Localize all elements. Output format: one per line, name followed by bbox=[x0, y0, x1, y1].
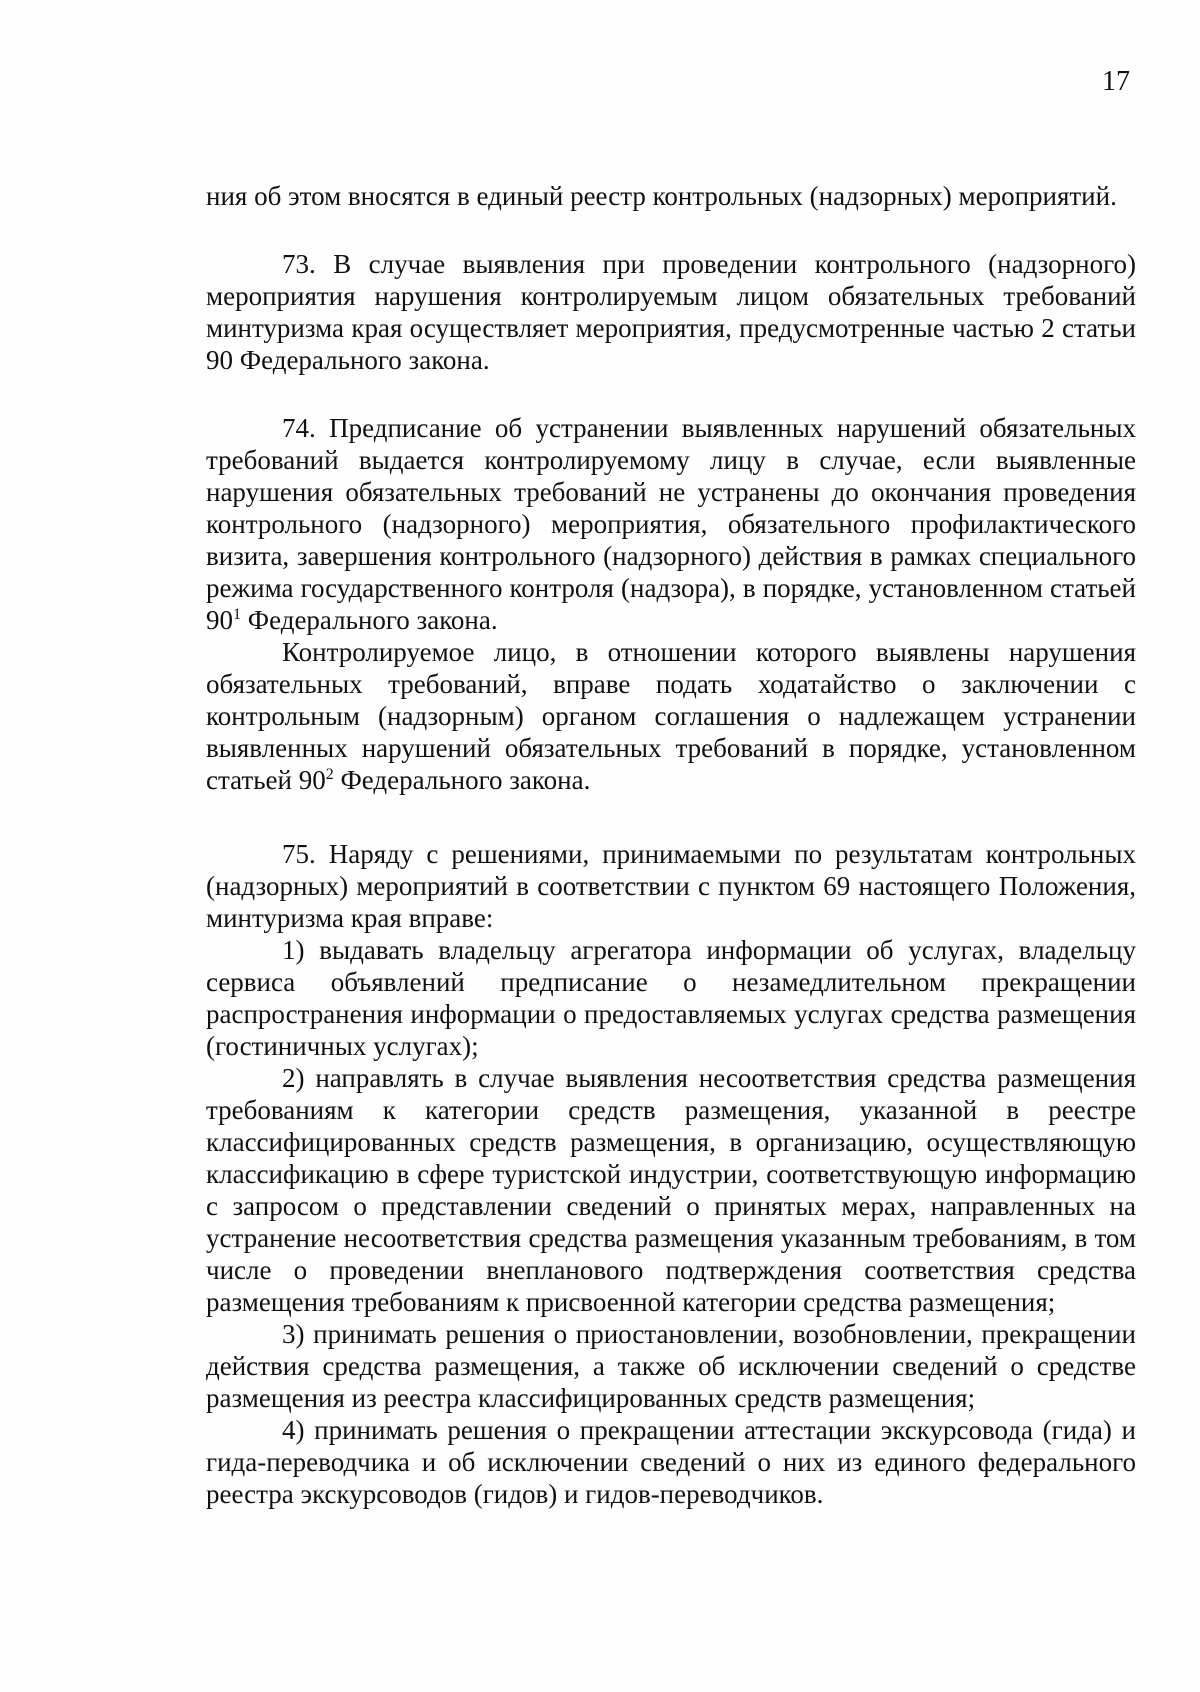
paragraph-73: 73. В случае выявления при проведении контрольного (надзорного) мероприятия нарушения контролируемым лицом обязательных требований минтуризма края осуществляет мероприятия, предусмотренные частью 2 статьи 90 Федерального закона. bbox=[206, 249, 1136, 375]
paragraph-74-text: 74. Предписание об устранении выявленных нарушений обязательных требований выдается контролируемому лицу в случае, если выявленные нарушения обязательных требований не устранены до окончания проведения контрольного (надзорного) мероприятия, обязательного профилактического визита, завершения контрольного (надзорного) действия в рамках специального режима государственного контроля (надзора), в порядке, установленном статьей 90 bbox=[206, 413, 1136, 635]
page-number: 17 bbox=[1102, 66, 1130, 97]
list-item-1: 1) выдавать владельцу агрегатора информации об услугах, владельцу сервиса объявлений предписание о незамедлительном прекращении распространения информации о предоставляемых услугах средства размещения (гостиничных услугах); bbox=[206, 935, 1136, 1061]
paragraph-74-part-2 bbox=[206, 636, 1136, 796]
paragraph-74 bbox=[206, 412, 1136, 636]
list-item-2: 2) направлять в случае выявления несоответствия средства размещения требованиям к категории средств размещения, указанной в реестре классифицированных средств размещения, в организацию, осуществляющую классификацию в сфере туристской индустрии, соответствующую информацию с запросом о представлении сведений о принятых мерах, направленных на устранение несоответствия средства размещения указанным требованиям, в том числе о проведении внепланового подтверждения соответствия средства размещения требованиям к присвоенной категории средства размещения; bbox=[206, 1063, 1136, 1317]
paragraph-75: 75. Наряду с решениями, принимаемыми по результатам контрольных (надзорных) мероприятий в соответствии с пунктом 69 настоящего Положения, минтуризма края вправе: bbox=[206, 839, 1136, 933]
document-body bbox=[206, 180, 1136, 1510]
paragraph-74-text-end: Федерального закона. bbox=[241, 605, 498, 635]
superscript: 2 bbox=[325, 766, 334, 783]
paragraph-74-part-2-text-end: Федерального закона. bbox=[333, 765, 591, 795]
list-item-4: 4) принимать решения о прекращении аттестации экскурсовода (гида) и гида-переводчика и об исключении сведений о них из единого федерального реестра экскурсоводов (гидов) и гидов-переводчиков. bbox=[206, 1415, 1136, 1509]
paragraph-continuation: ния об этом вносятся в единый реестр контрольных (надзорных) мероприятий. bbox=[206, 181, 1117, 211]
list-item-3: 3) принимать решения о приостановлении, возобновлении, прекращении действия средства размещения, а также об исключении сведений о средстве размещения из реестра классифицированных средств размещения; bbox=[206, 1319, 1136, 1413]
paragraph-74-part-2-text: Контролируемое лицо, в отношении которого выявлены нарушения обязательных требований, вправе подать ходатайство о заключении с контрольным (надзорным) органом соглашения о надлежащем устранении выявленных нарушений обязательных требований в порядке, установленном статьей 90 bbox=[206, 637, 1136, 795]
superscript: 1 bbox=[233, 606, 241, 623]
